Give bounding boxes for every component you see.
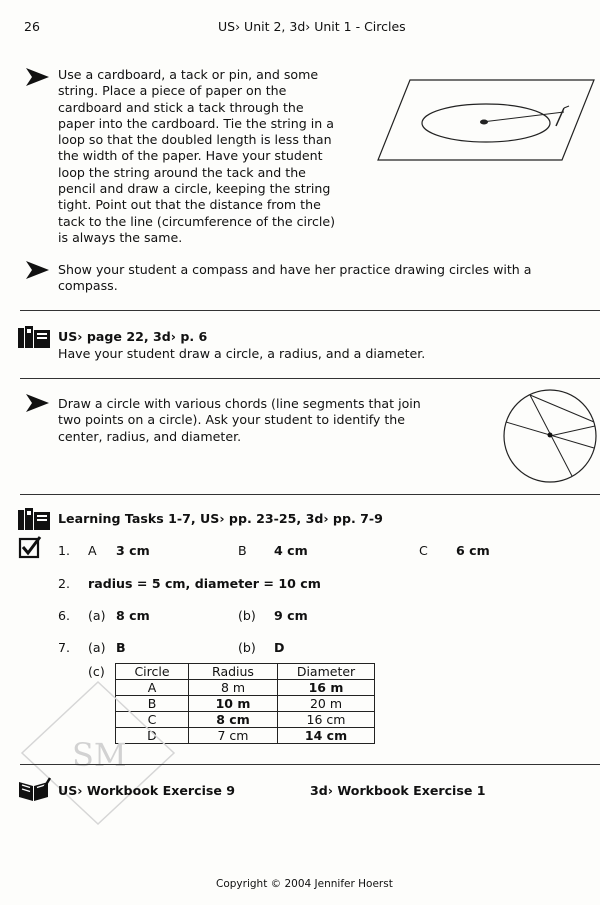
arrow-bullet-icon [24, 67, 50, 87]
q2-answer: radius = 5 cm, diameter = 10 cm [88, 576, 321, 591]
q7-label-c: (c) [88, 664, 105, 679]
section-divider [20, 378, 600, 379]
table-cell-radius: 7 cm [189, 728, 278, 744]
question-number: 1. [58, 543, 71, 558]
question-number: 2. [58, 576, 71, 591]
checkbox-checked-icon [18, 535, 42, 559]
q6-label-b: (b) [238, 608, 256, 623]
table-cell-circle: B [116, 696, 189, 712]
q7-label-a: (a) [88, 640, 106, 655]
q1-label-c: C [419, 543, 428, 558]
table-cell-circle: C [116, 712, 189, 728]
watermark-logo [18, 678, 178, 828]
page-number: 26 [24, 19, 40, 34]
arrow-bullet-icon [24, 260, 50, 280]
table-cell-circle: D [116, 728, 189, 744]
table-header: Radius [189, 664, 278, 680]
workbook-icon [17, 776, 51, 802]
activity-chords-text: Draw a circle with various chords (line segments that join two points on a circle). Ask your student to identify the center, radius, and diameter. [58, 396, 421, 444]
activity-compass-text: Show your student a compass and have her practice drawing circles with a compass. [58, 262, 532, 294]
q1-answer-c: 6 cm [456, 543, 490, 558]
table-cell-radius: 8 m [189, 680, 278, 696]
watermark-text: SM [72, 736, 127, 774]
table-cell-diameter: 14 cm [278, 728, 375, 744]
q7-answer-a: B [116, 640, 126, 655]
section-divider [20, 764, 600, 765]
table-cell-radius: 8 cm [189, 712, 278, 728]
3d-workbook-label: 3d› Workbook Exercise 1 [310, 783, 486, 798]
textbook-heading: US› page 22, 3d› p. 6 [58, 329, 208, 344]
us-workbook-label: US› Workbook Exercise 9 [58, 783, 236, 798]
table-cell-diameter: 16 m [278, 680, 375, 696]
q6-answer-a: 8 cm [116, 608, 150, 623]
table-cell-diameter: 16 cm [278, 712, 375, 728]
question-number: 6. [58, 608, 71, 623]
activity-cardboard-text: Use a cardboard, a tack or pin, and some string. Place a piece of paper on the cardboard and stick a tack through the paper into the cardboard. Tie the string in a loop so that the doubled length is less than the width of the paper. Have your student loop the string around the tack and the pencil and draw a circle, keeping the string tight. Point out that the distance from the tack to the line (circumference of the circle) is always the same. [58, 67, 336, 245]
q7-answer-b: D [274, 640, 285, 655]
table-header: Circle [116, 664, 189, 680]
table-cell-radius: 10 m [189, 696, 278, 712]
table-cell-diameter: 20 m [278, 696, 375, 712]
q1-answer-a: 3 cm [116, 543, 150, 558]
learning-tasks-heading: Learning Tasks 1-7, US› pp. 23-25, 3d› pp. 7-9 [58, 511, 383, 526]
cardboard-circle-illustration [376, 78, 596, 162]
section-divider [20, 494, 600, 495]
textbook-icon [17, 324, 51, 350]
table-cell-circle: A [116, 680, 189, 696]
textbook-text: Have your student draw a circle, a radius, and a diameter. [58, 346, 426, 361]
q6-answer-b: 9 cm [274, 608, 308, 623]
arrow-bullet-icon [24, 393, 50, 413]
q1-label-a: A [88, 543, 97, 558]
q1-label-b: B [238, 543, 247, 558]
q1-answer-b: 4 cm [274, 543, 308, 558]
circle-chords-diagram [498, 380, 598, 490]
page-header-title: US› Unit 2, 3d› Unit 1 - Circles [218, 19, 406, 34]
q6-label-a: (a) [88, 608, 106, 623]
question-number: 7. [58, 640, 71, 655]
table-header: Diameter [278, 664, 375, 680]
footer-copyright: Copyright © 2004 Jennifer Hoerst [216, 878, 393, 890]
section-divider [20, 310, 600, 311]
textbook-icon [17, 506, 51, 532]
q7-label-b: (b) [238, 640, 256, 655]
